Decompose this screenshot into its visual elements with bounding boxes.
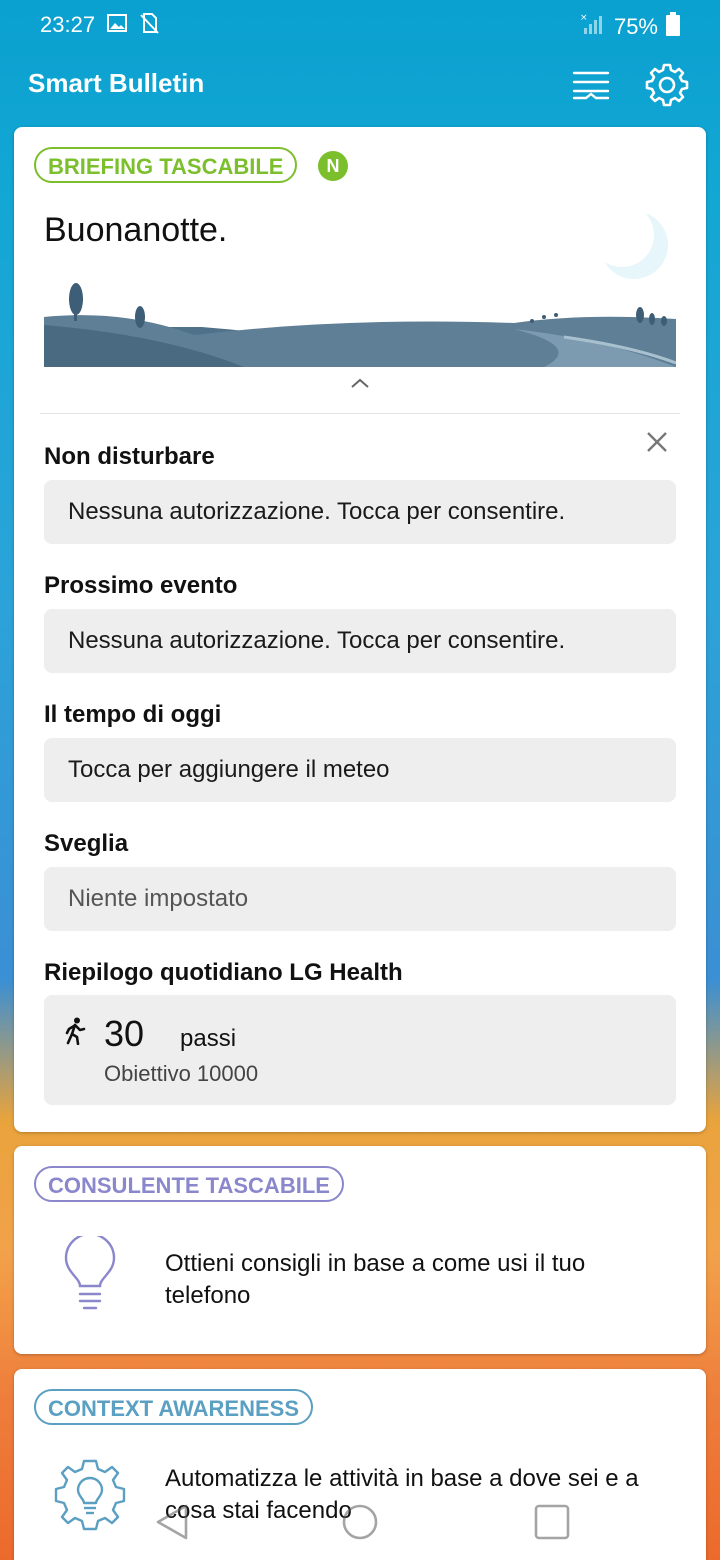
briefing-card [14, 127, 706, 1132]
weather-title: Il tempo di oggi [44, 701, 222, 728]
advisor-text: Ottieni consigli in base a come usi il tuo telefono [165, 1250, 586, 1309]
battery-icon [666, 12, 680, 42]
chevron-up-icon [348, 375, 372, 391]
app-bar [0, 50, 720, 120]
briefing-tag[interactable]: BRIEFING TASCABILE [34, 147, 297, 183]
steps-count: 30 [104, 1013, 145, 1054]
hills-illustration [44, 277, 676, 372]
recents-button[interactable] [530, 1500, 574, 1549]
advisor-tag[interactable]: CONSULENTE TASCABILE [34, 1166, 344, 1202]
alarm-title: Sveglia [44, 830, 129, 857]
context-text: Automatizza le attività in base a dove sei e a cosa stai facendo [165, 1465, 639, 1524]
close-button[interactable] [642, 427, 672, 457]
advisor-card[interactable] [14, 1146, 706, 1354]
health-summary[interactable] [44, 995, 676, 1105]
status-bar [0, 0, 720, 50]
steps-unit: passi [180, 1025, 237, 1052]
svg-text:×: × [579, 13, 588, 23]
collapse-button[interactable] [348, 375, 372, 396]
app-title: Smart Bulletin [28, 68, 205, 98]
no-sim-icon [138, 12, 160, 40]
reorder-button[interactable] [566, 60, 616, 110]
navigation-bar [0, 1490, 720, 1560]
home-button[interactable] [338, 1500, 382, 1549]
back-icon [150, 1500, 194, 1544]
signal-icon [580, 12, 606, 42]
recents-icon [530, 1500, 574, 1544]
steps-goal: Obiettivo 10000 [104, 1061, 259, 1086]
health-title: Riepilogo quotidiano LG Health [44, 959, 403, 986]
gear-icon [642, 60, 692, 110]
new-badge: N [318, 151, 348, 181]
divider [40, 413, 680, 414]
next-event-title: Prossimo evento [44, 572, 238, 599]
weather-field[interactable]: Tocca per aggiungere il meteo [44, 738, 676, 802]
settings-button[interactable] [642, 60, 692, 110]
status-time: 23:27 [40, 12, 96, 37]
context-tag[interactable]: CONTEXT AWARENESS [34, 1389, 313, 1425]
battery-percent: 75% [613, 14, 658, 39]
greeting-text: Buonanotte. [44, 211, 228, 249]
reorder-icon [566, 60, 616, 110]
back-button[interactable] [150, 1500, 194, 1549]
walking-icon [64, 1017, 86, 1050]
alarm-field[interactable]: Niente impostato [44, 867, 676, 931]
dnd-permission-field[interactable]: Nessuna autorizzazione. Tocca per consentire. [44, 480, 676, 544]
next-event-permission-field[interactable]: Nessuna autorizzazione. Tocca per consentire. [44, 609, 676, 673]
close-icon [642, 427, 672, 457]
home-icon [338, 1500, 382, 1544]
dnd-title: Non disturbare [44, 443, 215, 470]
gallery-icon [106, 12, 128, 40]
lightbulb-icon [62, 1236, 118, 1321]
